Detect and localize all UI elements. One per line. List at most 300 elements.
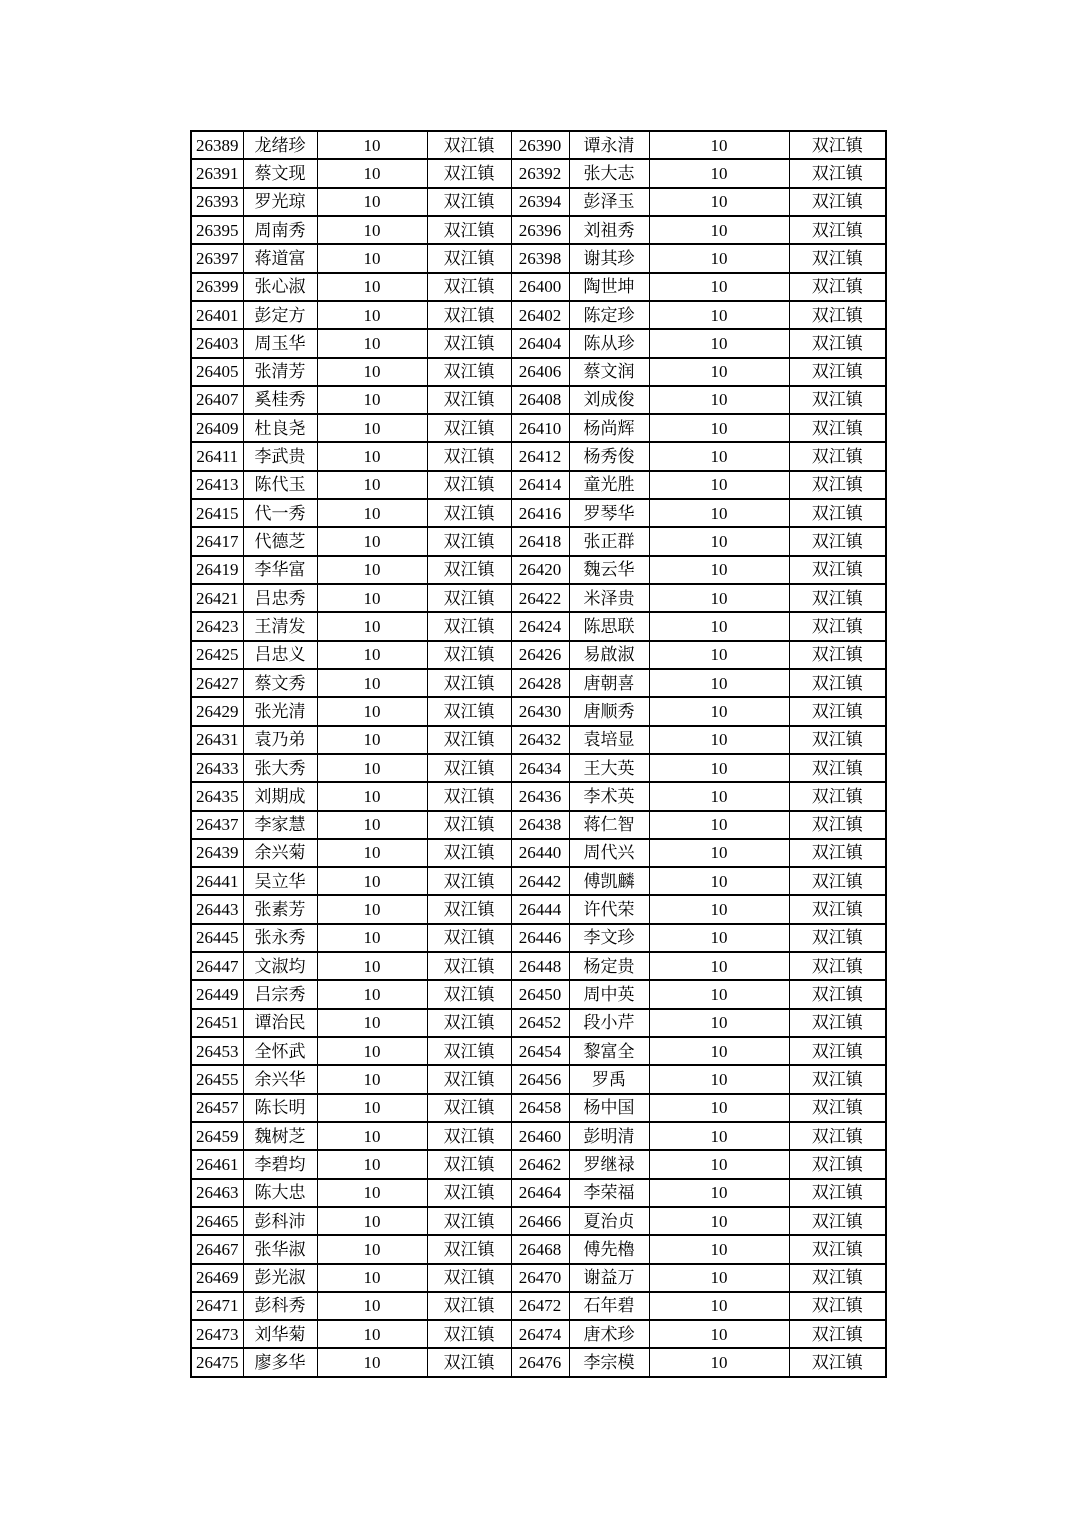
town-cell: 双江镇 xyxy=(789,895,886,923)
points-cell: 10 xyxy=(649,159,789,187)
person-name-cell: 彭明清 xyxy=(569,1122,649,1150)
person-name-cell: 彭泽玉 xyxy=(569,188,649,216)
town-cell: 双江镇 xyxy=(427,471,511,499)
table-row xyxy=(191,159,886,187)
person-name-cell: 李碧均 xyxy=(243,1150,317,1178)
record-id-cell: 26471 xyxy=(191,1292,243,1320)
record-id-cell: 26416 xyxy=(511,499,569,527)
table-row xyxy=(191,188,886,216)
town-cell: 双江镇 xyxy=(427,612,511,640)
town-cell: 双江镇 xyxy=(427,697,511,725)
table-row xyxy=(191,329,886,357)
points-cell: 10 xyxy=(317,782,427,810)
points-cell: 10 xyxy=(649,273,789,301)
record-id-cell: 26454 xyxy=(511,1037,569,1065)
table-row xyxy=(191,1348,886,1377)
person-name-cell: 陈从珍 xyxy=(569,329,649,357)
table-row xyxy=(191,641,886,669)
record-id-cell: 26426 xyxy=(511,641,569,669)
town-cell: 双江镇 xyxy=(789,1320,886,1348)
town-cell: 双江镇 xyxy=(427,1065,511,1093)
person-name-cell: 奚桂秀 xyxy=(243,386,317,414)
record-id-cell: 26436 xyxy=(511,782,569,810)
town-cell: 双江镇 xyxy=(427,584,511,612)
person-name-cell: 周中英 xyxy=(569,980,649,1008)
points-cell: 10 xyxy=(317,697,427,725)
points-cell: 10 xyxy=(317,1037,427,1065)
person-name-cell: 杜良尧 xyxy=(243,414,317,442)
points-cell: 10 xyxy=(317,131,427,159)
points-cell: 10 xyxy=(317,1292,427,1320)
town-cell: 双江镇 xyxy=(427,669,511,697)
person-name-cell: 陈定珍 xyxy=(569,301,649,329)
points-cell: 10 xyxy=(317,1235,427,1263)
table-row xyxy=(191,669,886,697)
town-cell: 双江镇 xyxy=(427,301,511,329)
record-id-cell: 26398 xyxy=(511,244,569,272)
table-row xyxy=(191,471,886,499)
record-id-cell: 26427 xyxy=(191,669,243,697)
person-name-cell: 刘成俊 xyxy=(569,386,649,414)
record-id-cell: 26412 xyxy=(511,442,569,470)
points-cell: 10 xyxy=(317,499,427,527)
person-name-cell: 蔡文秀 xyxy=(243,669,317,697)
town-cell: 双江镇 xyxy=(789,131,886,159)
points-cell: 10 xyxy=(649,471,789,499)
person-name-cell: 吴立华 xyxy=(243,867,317,895)
points-cell: 10 xyxy=(317,924,427,952)
record-id-cell: 26392 xyxy=(511,159,569,187)
town-cell: 双江镇 xyxy=(789,159,886,187)
town-cell: 双江镇 xyxy=(789,1348,886,1377)
points-cell: 10 xyxy=(317,1348,427,1377)
person-name-cell: 张永秀 xyxy=(243,924,317,952)
record-id-cell: 26461 xyxy=(191,1150,243,1178)
town-cell: 双江镇 xyxy=(789,301,886,329)
town-cell: 双江镇 xyxy=(789,358,886,386)
table-row xyxy=(191,131,886,159)
person-name-cell: 廖多华 xyxy=(243,1348,317,1377)
points-cell: 10 xyxy=(649,754,789,782)
points-cell: 10 xyxy=(649,1235,789,1263)
town-cell: 双江镇 xyxy=(427,1009,511,1037)
table-row xyxy=(191,924,886,952)
person-name-cell: 罗琴华 xyxy=(569,499,649,527)
town-cell: 双江镇 xyxy=(427,1264,511,1292)
person-name-cell: 罗继禄 xyxy=(569,1150,649,1178)
person-name-cell: 吕宗秀 xyxy=(243,980,317,1008)
table-row xyxy=(191,499,886,527)
points-cell: 10 xyxy=(317,1065,427,1093)
person-name-cell: 张大秀 xyxy=(243,754,317,782)
town-cell: 双江镇 xyxy=(789,980,886,1008)
record-id-cell: 26415 xyxy=(191,499,243,527)
record-id-cell: 26447 xyxy=(191,952,243,980)
roster-table xyxy=(190,130,887,1378)
town-cell: 双江镇 xyxy=(427,1207,511,1235)
town-cell: 双江镇 xyxy=(427,386,511,414)
person-name-cell: 李术英 xyxy=(569,782,649,810)
record-id-cell: 26460 xyxy=(511,1122,569,1150)
points-cell: 10 xyxy=(649,839,789,867)
town-cell: 双江镇 xyxy=(427,924,511,952)
town-cell: 双江镇 xyxy=(789,1264,886,1292)
person-name-cell: 黎富全 xyxy=(569,1037,649,1065)
town-cell: 双江镇 xyxy=(789,669,886,697)
town-cell: 双江镇 xyxy=(789,527,886,555)
points-cell: 10 xyxy=(649,726,789,754)
table-row xyxy=(191,244,886,272)
table-row xyxy=(191,811,886,839)
town-cell: 双江镇 xyxy=(427,216,511,244)
town-cell: 双江镇 xyxy=(427,159,511,187)
points-cell: 10 xyxy=(649,1179,789,1207)
record-id-cell: 26448 xyxy=(511,952,569,980)
record-id-cell: 26396 xyxy=(511,216,569,244)
record-id-cell: 26458 xyxy=(511,1094,569,1122)
points-cell: 10 xyxy=(317,1320,427,1348)
record-id-cell: 26438 xyxy=(511,811,569,839)
table-row xyxy=(191,1320,886,1348)
points-cell: 10 xyxy=(317,839,427,867)
points-cell: 10 xyxy=(317,980,427,1008)
person-name-cell: 杨秀俊 xyxy=(569,442,649,470)
points-cell: 10 xyxy=(649,1292,789,1320)
town-cell: 双江镇 xyxy=(789,329,886,357)
table-row xyxy=(191,952,886,980)
table-row xyxy=(191,1179,886,1207)
person-name-cell: 彭科沛 xyxy=(243,1207,317,1235)
town-cell: 双江镇 xyxy=(427,895,511,923)
points-cell: 10 xyxy=(317,442,427,470)
points-cell: 10 xyxy=(317,188,427,216)
person-name-cell: 傅凯麟 xyxy=(569,867,649,895)
table-row xyxy=(191,1207,886,1235)
person-name-cell: 彭科秀 xyxy=(243,1292,317,1320)
points-cell: 10 xyxy=(649,131,789,159)
person-name-cell: 刘华菊 xyxy=(243,1320,317,1348)
table-row xyxy=(191,358,886,386)
record-id-cell: 26467 xyxy=(191,1235,243,1263)
record-id-cell: 26433 xyxy=(191,754,243,782)
points-cell: 10 xyxy=(649,1264,789,1292)
town-cell: 双江镇 xyxy=(427,782,511,810)
record-id-cell: 26459 xyxy=(191,1122,243,1150)
table-row xyxy=(191,1037,886,1065)
town-cell: 双江镇 xyxy=(427,1037,511,1065)
person-name-cell: 彭光淑 xyxy=(243,1264,317,1292)
points-cell: 10 xyxy=(317,273,427,301)
table-row xyxy=(191,980,886,1008)
town-cell: 双江镇 xyxy=(427,499,511,527)
person-name-cell: 李宗模 xyxy=(569,1348,649,1377)
record-id-cell: 26411 xyxy=(191,442,243,470)
points-cell: 10 xyxy=(649,669,789,697)
person-name-cell: 许代荣 xyxy=(569,895,649,923)
points-cell: 10 xyxy=(649,301,789,329)
town-cell: 双江镇 xyxy=(427,1094,511,1122)
record-id-cell: 26407 xyxy=(191,386,243,414)
person-name-cell: 蔡文润 xyxy=(569,358,649,386)
record-id-cell: 26397 xyxy=(191,244,243,272)
points-cell: 10 xyxy=(317,386,427,414)
points-cell: 10 xyxy=(649,980,789,1008)
person-name-cell: 谢益万 xyxy=(569,1264,649,1292)
record-id-cell: 26462 xyxy=(511,1150,569,1178)
town-cell: 双江镇 xyxy=(427,556,511,584)
points-cell: 10 xyxy=(317,244,427,272)
points-cell: 10 xyxy=(649,216,789,244)
record-id-cell: 26455 xyxy=(191,1065,243,1093)
table-row xyxy=(191,301,886,329)
record-id-cell: 26405 xyxy=(191,358,243,386)
points-cell: 10 xyxy=(317,1122,427,1150)
person-name-cell: 周玉华 xyxy=(243,329,317,357)
person-name-cell: 周南秀 xyxy=(243,216,317,244)
person-name-cell: 吕忠秀 xyxy=(243,584,317,612)
points-cell: 10 xyxy=(649,1348,789,1377)
record-id-cell: 26468 xyxy=(511,1235,569,1263)
record-id-cell: 26474 xyxy=(511,1320,569,1348)
record-id-cell: 26395 xyxy=(191,216,243,244)
record-id-cell: 26409 xyxy=(191,414,243,442)
record-id-cell: 26443 xyxy=(191,895,243,923)
person-name-cell: 文淑均 xyxy=(243,952,317,980)
table-row xyxy=(191,782,886,810)
person-name-cell: 陈代玉 xyxy=(243,471,317,499)
record-id-cell: 26391 xyxy=(191,159,243,187)
table-row xyxy=(191,386,886,414)
record-id-cell: 26420 xyxy=(511,556,569,584)
roster-table-body xyxy=(191,131,886,1377)
points-cell: 10 xyxy=(317,726,427,754)
person-name-cell: 罗光琼 xyxy=(243,188,317,216)
points-cell: 10 xyxy=(317,754,427,782)
person-name-cell: 张清芳 xyxy=(243,358,317,386)
town-cell: 双江镇 xyxy=(427,980,511,1008)
table-row xyxy=(191,867,886,895)
points-cell: 10 xyxy=(649,782,789,810)
points-cell: 10 xyxy=(649,442,789,470)
points-cell: 10 xyxy=(649,641,789,669)
person-name-cell: 魏云华 xyxy=(569,556,649,584)
person-name-cell: 易啟淑 xyxy=(569,641,649,669)
points-cell: 10 xyxy=(649,499,789,527)
record-id-cell: 26423 xyxy=(191,612,243,640)
town-cell: 双江镇 xyxy=(789,556,886,584)
town-cell: 双江镇 xyxy=(427,1320,511,1348)
points-cell: 10 xyxy=(317,584,427,612)
person-name-cell: 李文珍 xyxy=(569,924,649,952)
record-id-cell: 26403 xyxy=(191,329,243,357)
record-id-cell: 26457 xyxy=(191,1094,243,1122)
record-id-cell: 26435 xyxy=(191,782,243,810)
record-id-cell: 26394 xyxy=(511,188,569,216)
person-name-cell: 杨定贵 xyxy=(569,952,649,980)
record-id-cell: 26429 xyxy=(191,697,243,725)
town-cell: 双江镇 xyxy=(427,726,511,754)
person-name-cell: 石年碧 xyxy=(569,1292,649,1320)
record-id-cell: 26440 xyxy=(511,839,569,867)
points-cell: 10 xyxy=(317,159,427,187)
table-row xyxy=(191,697,886,725)
town-cell: 双江镇 xyxy=(427,1235,511,1263)
points-cell: 10 xyxy=(649,329,789,357)
table-row xyxy=(191,556,886,584)
record-id-cell: 26456 xyxy=(511,1065,569,1093)
town-cell: 双江镇 xyxy=(789,1235,886,1263)
points-cell: 10 xyxy=(649,1037,789,1065)
table-row xyxy=(191,1065,886,1093)
points-cell: 10 xyxy=(649,1150,789,1178)
person-name-cell: 段小芹 xyxy=(569,1009,649,1037)
town-cell: 双江镇 xyxy=(427,329,511,357)
town-cell: 双江镇 xyxy=(427,358,511,386)
points-cell: 10 xyxy=(649,1122,789,1150)
town-cell: 双江镇 xyxy=(789,1065,886,1093)
person-name-cell: 刘期成 xyxy=(243,782,317,810)
town-cell: 双江镇 xyxy=(427,1179,511,1207)
points-cell: 10 xyxy=(317,1094,427,1122)
town-cell: 双江镇 xyxy=(789,952,886,980)
record-id-cell: 26451 xyxy=(191,1009,243,1037)
town-cell: 双江镇 xyxy=(427,442,511,470)
person-name-cell: 唐术珍 xyxy=(569,1320,649,1348)
points-cell: 10 xyxy=(649,895,789,923)
record-id-cell: 26472 xyxy=(511,1292,569,1320)
record-id-cell: 26413 xyxy=(191,471,243,499)
record-id-cell: 26390 xyxy=(511,131,569,159)
record-id-cell: 26476 xyxy=(511,1348,569,1377)
person-name-cell: 李家慧 xyxy=(243,811,317,839)
town-cell: 双江镇 xyxy=(427,1150,511,1178)
points-cell: 10 xyxy=(649,867,789,895)
table-row xyxy=(191,1094,886,1122)
person-name-cell: 吕忠义 xyxy=(243,641,317,669)
points-cell: 10 xyxy=(649,244,789,272)
person-name-cell: 张心淑 xyxy=(243,273,317,301)
person-name-cell: 魏树芝 xyxy=(243,1122,317,1150)
town-cell: 双江镇 xyxy=(789,726,886,754)
town-cell: 双江镇 xyxy=(789,811,886,839)
person-name-cell: 袁培显 xyxy=(569,726,649,754)
points-cell: 10 xyxy=(649,527,789,555)
person-name-cell: 米泽贵 xyxy=(569,584,649,612)
table-row xyxy=(191,216,886,244)
town-cell: 双江镇 xyxy=(789,1094,886,1122)
points-cell: 10 xyxy=(317,301,427,329)
town-cell: 双江镇 xyxy=(789,1037,886,1065)
person-name-cell: 王大英 xyxy=(569,754,649,782)
person-name-cell: 龙绪珍 xyxy=(243,131,317,159)
points-cell: 10 xyxy=(317,329,427,357)
town-cell: 双江镇 xyxy=(789,499,886,527)
person-name-cell: 彭定方 xyxy=(243,301,317,329)
points-cell: 10 xyxy=(649,1094,789,1122)
person-name-cell: 杨中国 xyxy=(569,1094,649,1122)
table-row xyxy=(191,1150,886,1178)
person-name-cell: 全怀武 xyxy=(243,1037,317,1065)
points-cell: 10 xyxy=(317,414,427,442)
points-cell: 10 xyxy=(317,527,427,555)
table-row xyxy=(191,754,886,782)
points-cell: 10 xyxy=(317,1009,427,1037)
record-id-cell: 26470 xyxy=(511,1264,569,1292)
person-name-cell: 陈大忠 xyxy=(243,1179,317,1207)
town-cell: 双江镇 xyxy=(789,1179,886,1207)
town-cell: 双江镇 xyxy=(427,273,511,301)
person-name-cell: 张正群 xyxy=(569,527,649,555)
record-id-cell: 26465 xyxy=(191,1207,243,1235)
person-name-cell: 袁乃弟 xyxy=(243,726,317,754)
points-cell: 10 xyxy=(317,669,427,697)
record-id-cell: 26444 xyxy=(511,895,569,923)
person-name-cell: 傅先櫓 xyxy=(569,1235,649,1263)
town-cell: 双江镇 xyxy=(427,131,511,159)
town-cell: 双江镇 xyxy=(789,867,886,895)
record-id-cell: 26442 xyxy=(511,867,569,895)
person-name-cell: 张大志 xyxy=(569,159,649,187)
person-name-cell: 蒋道富 xyxy=(243,244,317,272)
person-name-cell: 余兴菊 xyxy=(243,839,317,867)
town-cell: 双江镇 xyxy=(427,244,511,272)
person-name-cell: 谢其珍 xyxy=(569,244,649,272)
record-id-cell: 26393 xyxy=(191,188,243,216)
points-cell: 10 xyxy=(649,1009,789,1037)
points-cell: 10 xyxy=(317,952,427,980)
town-cell: 双江镇 xyxy=(789,782,886,810)
town-cell: 双江镇 xyxy=(427,188,511,216)
town-cell: 双江镇 xyxy=(427,811,511,839)
person-name-cell: 蒋仁智 xyxy=(569,811,649,839)
person-name-cell: 周代兴 xyxy=(569,839,649,867)
person-name-cell: 罗禹 xyxy=(569,1065,649,1093)
person-name-cell: 谭治民 xyxy=(243,1009,317,1037)
points-cell: 10 xyxy=(317,811,427,839)
record-id-cell: 26445 xyxy=(191,924,243,952)
table-row xyxy=(191,839,886,867)
record-id-cell: 26446 xyxy=(511,924,569,952)
town-cell: 双江镇 xyxy=(789,273,886,301)
person-name-cell: 代一秀 xyxy=(243,499,317,527)
town-cell: 双江镇 xyxy=(789,839,886,867)
record-id-cell: 26414 xyxy=(511,471,569,499)
town-cell: 双江镇 xyxy=(789,244,886,272)
record-id-cell: 26404 xyxy=(511,329,569,357)
record-id-cell: 26469 xyxy=(191,1264,243,1292)
table-row xyxy=(191,527,886,555)
points-cell: 10 xyxy=(649,612,789,640)
table-row xyxy=(191,414,886,442)
record-id-cell: 26406 xyxy=(511,358,569,386)
record-id-cell: 26399 xyxy=(191,273,243,301)
record-id-cell: 26401 xyxy=(191,301,243,329)
town-cell: 双江镇 xyxy=(789,1009,886,1037)
town-cell: 双江镇 xyxy=(789,1292,886,1320)
record-id-cell: 26452 xyxy=(511,1009,569,1037)
table-row xyxy=(191,612,886,640)
person-name-cell: 谭永清 xyxy=(569,131,649,159)
points-cell: 10 xyxy=(317,358,427,386)
record-id-cell: 26453 xyxy=(191,1037,243,1065)
town-cell: 双江镇 xyxy=(789,924,886,952)
town-cell: 双江镇 xyxy=(427,527,511,555)
record-id-cell: 26464 xyxy=(511,1179,569,1207)
town-cell: 双江镇 xyxy=(789,697,886,725)
points-cell: 10 xyxy=(317,612,427,640)
points-cell: 10 xyxy=(317,1207,427,1235)
person-name-cell: 张素芳 xyxy=(243,895,317,923)
